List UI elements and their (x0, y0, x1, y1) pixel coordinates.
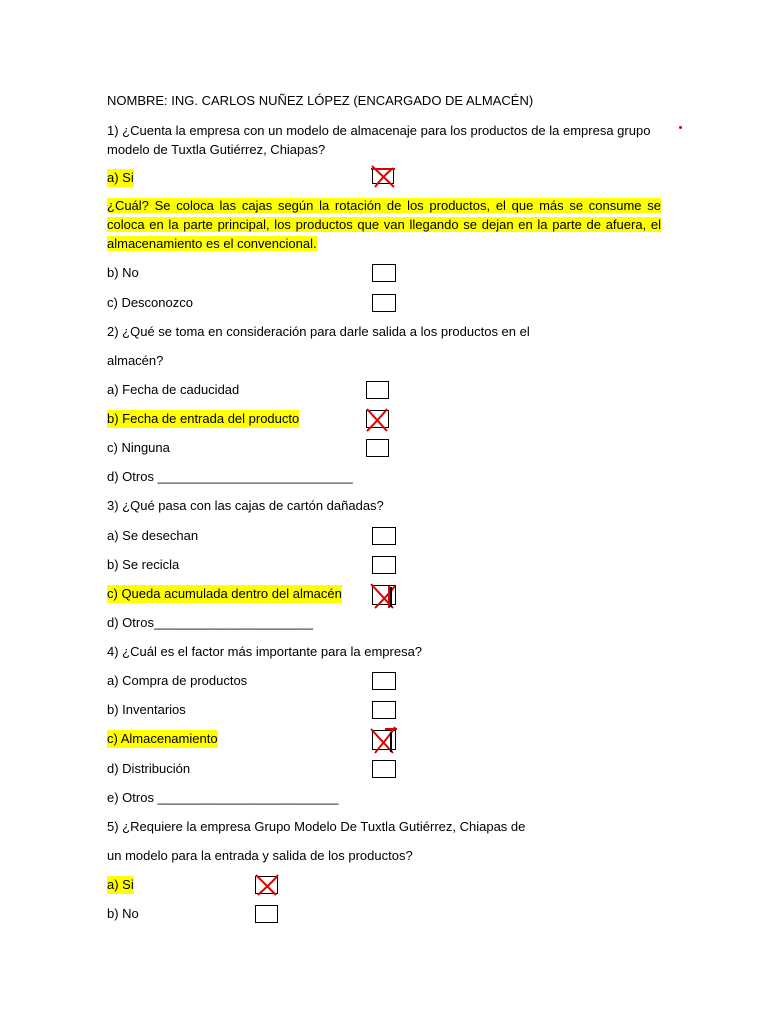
red-dot-mark (679, 126, 682, 129)
q1-option-b: b) No (107, 265, 139, 280)
red-x-check-icon (369, 163, 399, 189)
q4-option-e: e) Otros _________________________ (107, 790, 339, 805)
respondent-name: NOMBRE: ING. CARLOS NUÑEZ LÓPEZ (ENCARGADO DE ALMACÉN) (107, 93, 534, 108)
q3-option-b: b) Se recicla (107, 557, 180, 572)
q2-checkbox-c[interactable] (366, 439, 389, 457)
q5-option-b: b) No (107, 906, 139, 921)
q4-option-b: b) Inventarios (107, 702, 186, 717)
q2-option-a: a) Fecha de caducidad (107, 382, 240, 397)
q3-checkbox-a[interactable] (372, 527, 396, 545)
q3-checkbox-b[interactable] (372, 556, 396, 574)
q4-checkbox-d[interactable] (372, 760, 396, 778)
question-3-line-1: 3) ¿Qué pasa con las cajas de cartón dañadas? (107, 498, 384, 513)
q5-option-a: a) Si (107, 877, 134, 892)
q1-checkbox-a[interactable] (372, 168, 394, 184)
q2-option-b: b) Fecha de entrada del producto (107, 411, 300, 426)
question-2-line-1: 2) ¿Qué se toma en consideración para darle salida a los productos en el (107, 324, 530, 339)
q4-checkbox-b[interactable] (372, 701, 396, 719)
q1-explanation-paragraph (107, 196, 661, 253)
q3-option-a: a) Se desechan (107, 528, 199, 543)
red-x-check-icon (369, 725, 401, 755)
q2-checkbox-b[interactable] (366, 410, 389, 428)
q2-checkbox-a[interactable] (366, 381, 389, 399)
question-1-line-2: modelo de Tuxtla Gutiérrez, Chiapas? (107, 142, 326, 157)
question-5-line-1: 5) ¿Requiere la empresa Grupo Modelo De Tuxtla Gutiérrez, Chiapas de (107, 819, 526, 834)
q1-option-c: c) Desconozco (107, 295, 193, 310)
q4-option-a: a) Compra de productos (107, 673, 248, 688)
question-2-line-2: almacén? (107, 353, 164, 368)
q3-option-d: d) Otros______________________ (107, 615, 314, 630)
q4-checkbox-c[interactable] (372, 730, 396, 750)
q1-checkbox-b[interactable] (372, 264, 396, 282)
q4-checkbox-a[interactable] (372, 672, 396, 690)
question-5-line-2: un modelo para la entrada y salida de los productos? (107, 848, 413, 863)
q2-option-c: c) Ninguna (107, 440, 170, 455)
q1-option-a: a) Si (107, 170, 134, 185)
q1-checkbox-c[interactable] (372, 294, 396, 312)
red-x-check-icon (369, 580, 401, 610)
red-x-check-icon (252, 871, 282, 897)
q3-checkbox-c[interactable] (372, 585, 396, 605)
q5-checkbox-a[interactable] (255, 876, 278, 894)
q4-option-c: c) Almacenamiento (107, 731, 218, 746)
q3-option-c: c) Queda acumulada dentro del almacén (107, 586, 342, 601)
question-1-line-1: 1) ¿Cuenta la empresa con un modelo de almacenaje para los productos de la empresa grupo (107, 123, 651, 138)
q4-option-d: d) Distribución (107, 761, 191, 776)
q2-option-d: d) Otros ___________________________ (107, 469, 353, 484)
red-x-check-icon (363, 405, 393, 433)
q5-checkbox-b[interactable] (255, 905, 278, 923)
question-4-line-1: 4) ¿Cuál es el factor más importante para la empresa? (107, 644, 423, 659)
q1-explanation-text: ¿Cuál? Se coloca las cajas según la rotación de los productos, el que más se consume se coloca en la parte principal, los productos que van llegando se dejan en la parte de afuera, el almacenamiento es el convencional. (107, 198, 661, 251)
